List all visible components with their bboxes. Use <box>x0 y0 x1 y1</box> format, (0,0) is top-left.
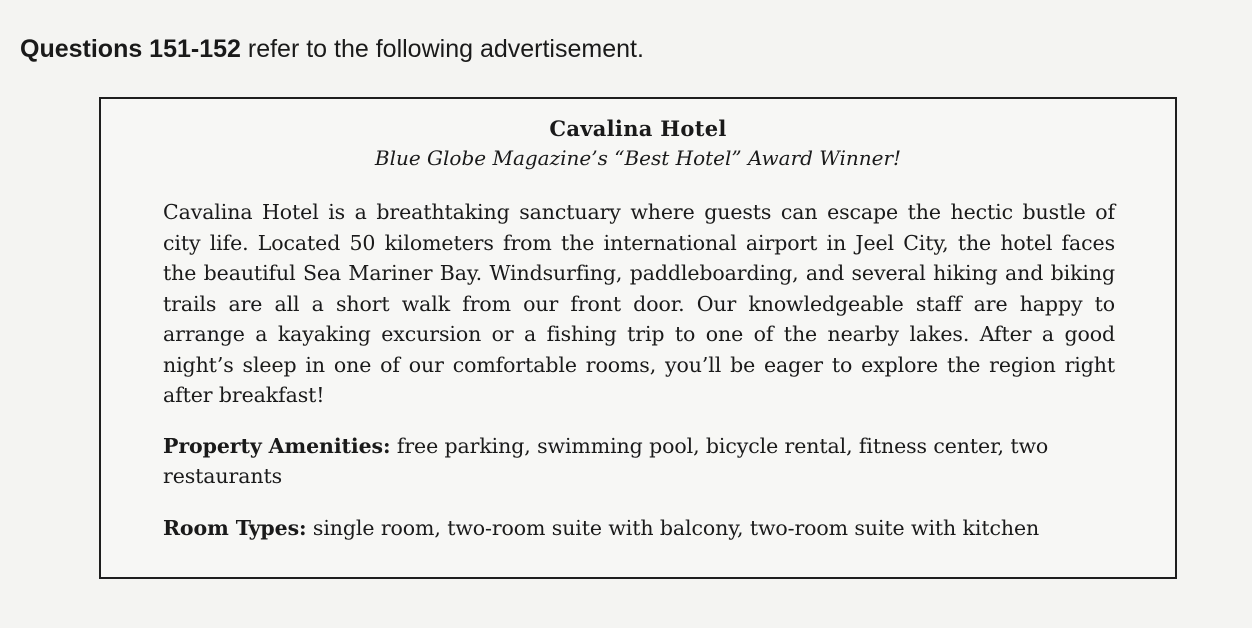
amenities-text: free parking, swimming pool, bicycle rental, fitness center, two restaurants <box>163 434 1049 488</box>
hotel-title: Cavalina Hotel <box>549 116 727 141</box>
amenities-line <box>163 431 1115 491</box>
question-heading <box>20 34 644 64</box>
description-paragraph: Cavalina Hotel is a breathtaking sanctuary where guests can escape the hectic bustle of city life. Located 50 kilometers from the international airport in Jeel City, the hotel faces the beautiful Sea Mariner Bay. Windsurfing, paddleboarding, and several hiking and biking trails are all a short walk from our front door. Our knowledgeable staff are happy to arrange a kayaking excursion or a fishing trip to one of the nearby lakes. After a good night’s sleep in one of our comfortable rooms, you’ll be eager to explore the region right after breakfast! <box>163 200 1115 407</box>
advertisement-box <box>99 97 1177 579</box>
room-types-text: single room, two-room suite with balcony, two-room suite with kitchen <box>306 516 1040 540</box>
award-subtitle: Blue Globe Magazine’s “Best Hotel” Award Winner! <box>374 146 902 170</box>
room-types-label: Room Types: <box>163 516 307 540</box>
amenities-label: Property Amenities: <box>163 434 391 458</box>
question-range: Questions 151-152 <box>20 35 241 63</box>
question-instruction: refer to the following advertisement. <box>240 35 644 63</box>
room-types-line <box>163 513 1115 544</box>
